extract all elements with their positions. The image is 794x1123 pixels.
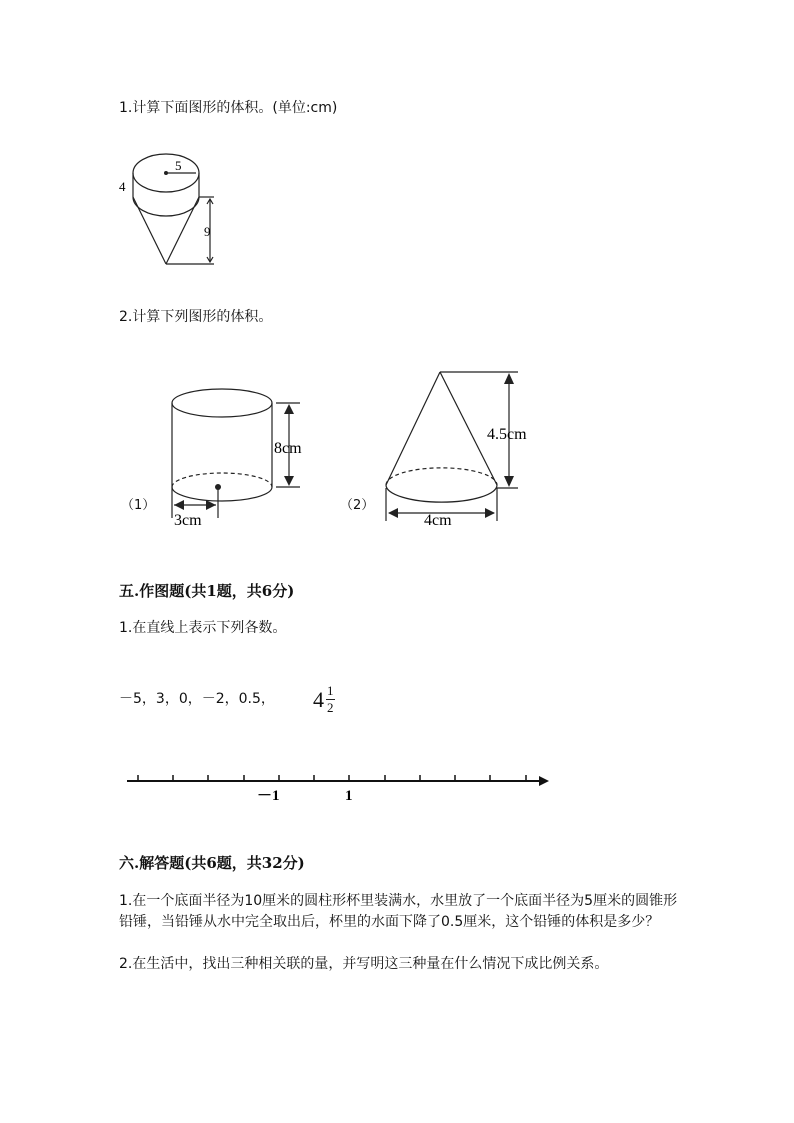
fig2a-height-label: 8cm	[274, 440, 302, 457]
fig1-height-label: 4	[119, 179, 126, 194]
tick-label-neg1: －1	[257, 788, 280, 804]
figure-label-2: （2）	[340, 498, 375, 513]
mixed-number-numerator: 1	[327, 683, 334, 698]
fig1-radius-label: 5	[175, 158, 182, 173]
section-6-title: 六.解答题(共6题，共32分)	[119, 854, 305, 872]
section-6-question-2: 2.在生活中，找出三种相关联的量，并写明这三种量在什么情况下成比例关系。	[119, 956, 609, 972]
question-1-volume: 1.计算下面图形的体积。(单位:cm)	[119, 100, 338, 116]
section-5-question-1: 1.在直线上表示下列各数。	[119, 620, 287, 636]
figure-label-1: （1）	[121, 498, 156, 513]
section-5-title: 五.作图题(共1题，共6分)	[119, 582, 295, 600]
mixed-number-whole: 4	[313, 687, 324, 712]
section-6-question-1: 1.在一个底面半径为10厘米的圆柱形杯里装满水，水里放了一个底面半径为5厘米的圆锥形铅锤，当铅锤从水中完全取出后，杯里的水面下降了0.5厘米，这个铅锤的体积是多少？	[119, 893, 678, 930]
mixed-number-denominator: 2	[327, 700, 334, 715]
fig2b-height-label: 4.5cm	[487, 426, 527, 443]
fig2a-radius-label: 3cm	[174, 512, 202, 529]
fig1-cone-height-label: 9	[204, 224, 211, 239]
fig2b-diameter-label: 4cm	[424, 512, 452, 529]
question-2-volume: 2.计算下列图形的体积。	[119, 309, 273, 325]
number-list: －5，3，0，－2，0.5，	[119, 691, 275, 707]
tick-label-1: 1	[345, 788, 353, 804]
